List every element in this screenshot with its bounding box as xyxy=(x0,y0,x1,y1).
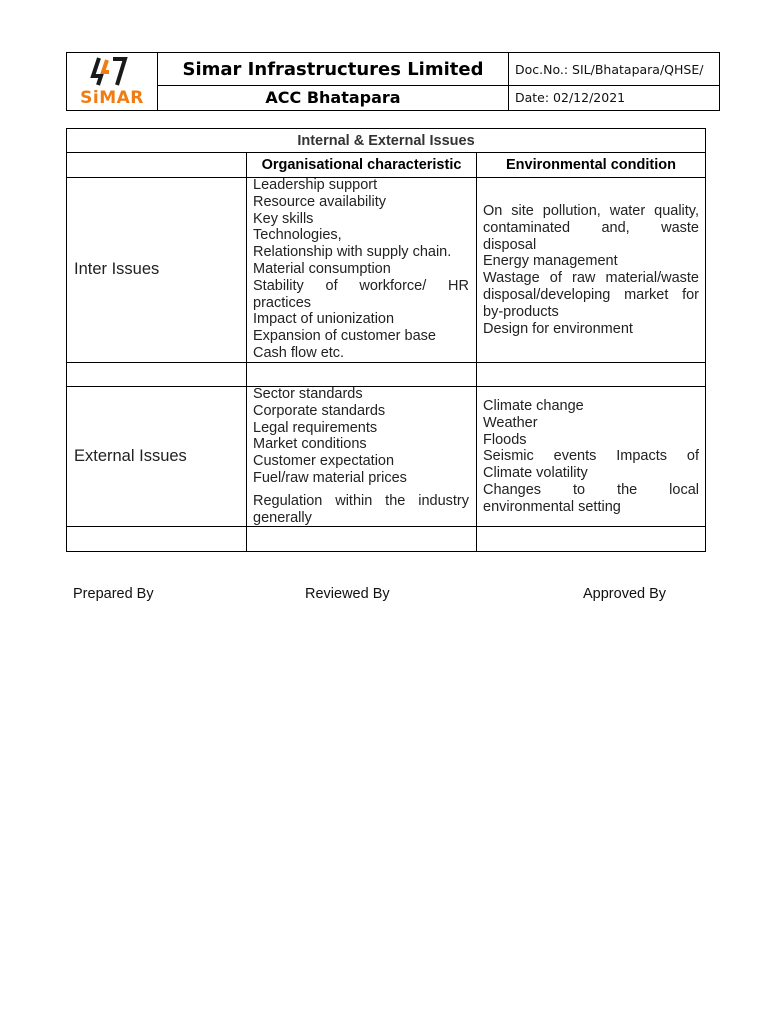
list-item: Leadership support xyxy=(253,177,378,193)
list-item: Impact of unionization xyxy=(253,311,395,328)
table-rule xyxy=(67,362,705,363)
list-item: Fuel/raw material prices xyxy=(253,469,407,486)
list-item: Floods xyxy=(483,431,527,448)
list-item: Energy management xyxy=(483,253,618,270)
list-item: Technologies, xyxy=(253,227,342,244)
table-rule xyxy=(246,153,247,551)
list-item: Changes to the local environmental setting xyxy=(483,481,699,515)
table-title: Internal & External Issues xyxy=(297,133,475,149)
list-item: Corporate standards xyxy=(253,402,386,419)
document-date: Date: 02/12/2021 xyxy=(515,90,626,105)
company-name: Simar Infrastructures Limited xyxy=(158,53,509,86)
organisational-list xyxy=(253,386,469,526)
column-header-environmental: Environmental condition xyxy=(506,157,676,173)
list-item: Weather xyxy=(483,414,538,431)
list-item: Material consumption xyxy=(253,260,391,277)
site-name: ACC Bhatapara xyxy=(158,86,509,110)
list-item: Customer expectation xyxy=(253,453,395,470)
list-item: Relationship with supply chain. xyxy=(253,244,452,261)
table-rule xyxy=(476,153,477,551)
list-item: Key skills xyxy=(253,210,314,227)
list-item: Cash flow etc. xyxy=(253,344,345,361)
prepared-by-label: Prepared By xyxy=(73,586,154,602)
document-number: Doc.No.: SIL/Bhatapara/QHSE/ xyxy=(509,53,719,86)
list-item: Legal requirements xyxy=(253,419,378,436)
row-label-inter-issues: Inter Issues xyxy=(74,260,160,278)
list-item: On site pollution, water quality, contaminated and, waste disposal xyxy=(483,203,699,253)
list-item: Stability of workforce/ HR practices xyxy=(253,277,469,311)
simar-logo-icon xyxy=(89,56,135,88)
list-item: Wastage of raw material/waste disposal/developing market for by-products xyxy=(483,270,699,320)
organisational-list xyxy=(253,177,469,362)
list-item: Resource availability xyxy=(253,193,386,210)
list-item: Sector standards xyxy=(253,386,363,402)
list-item: Climate change xyxy=(483,398,584,414)
row-label-external-issues: External Issues xyxy=(74,447,187,465)
column-header-organisational: Organisational characteristic xyxy=(261,157,462,173)
issues-table xyxy=(66,128,706,552)
company-logo xyxy=(67,53,158,110)
list-item: Seismic events Impacts of Climate volatility xyxy=(483,448,699,482)
list-item: Regulation within the industry generally xyxy=(253,492,469,526)
environmental-list xyxy=(483,398,699,516)
approved-by-label: Approved By xyxy=(583,586,667,602)
environmental-list xyxy=(483,203,699,337)
list-item: Market conditions xyxy=(253,436,367,453)
list-item: Design for environment xyxy=(483,320,633,337)
document-header xyxy=(66,52,720,111)
logo-wordmark: SiMAR xyxy=(80,88,144,108)
reviewed-by-label: Reviewed By xyxy=(305,586,390,602)
list-item: Expansion of customer base xyxy=(253,328,436,345)
